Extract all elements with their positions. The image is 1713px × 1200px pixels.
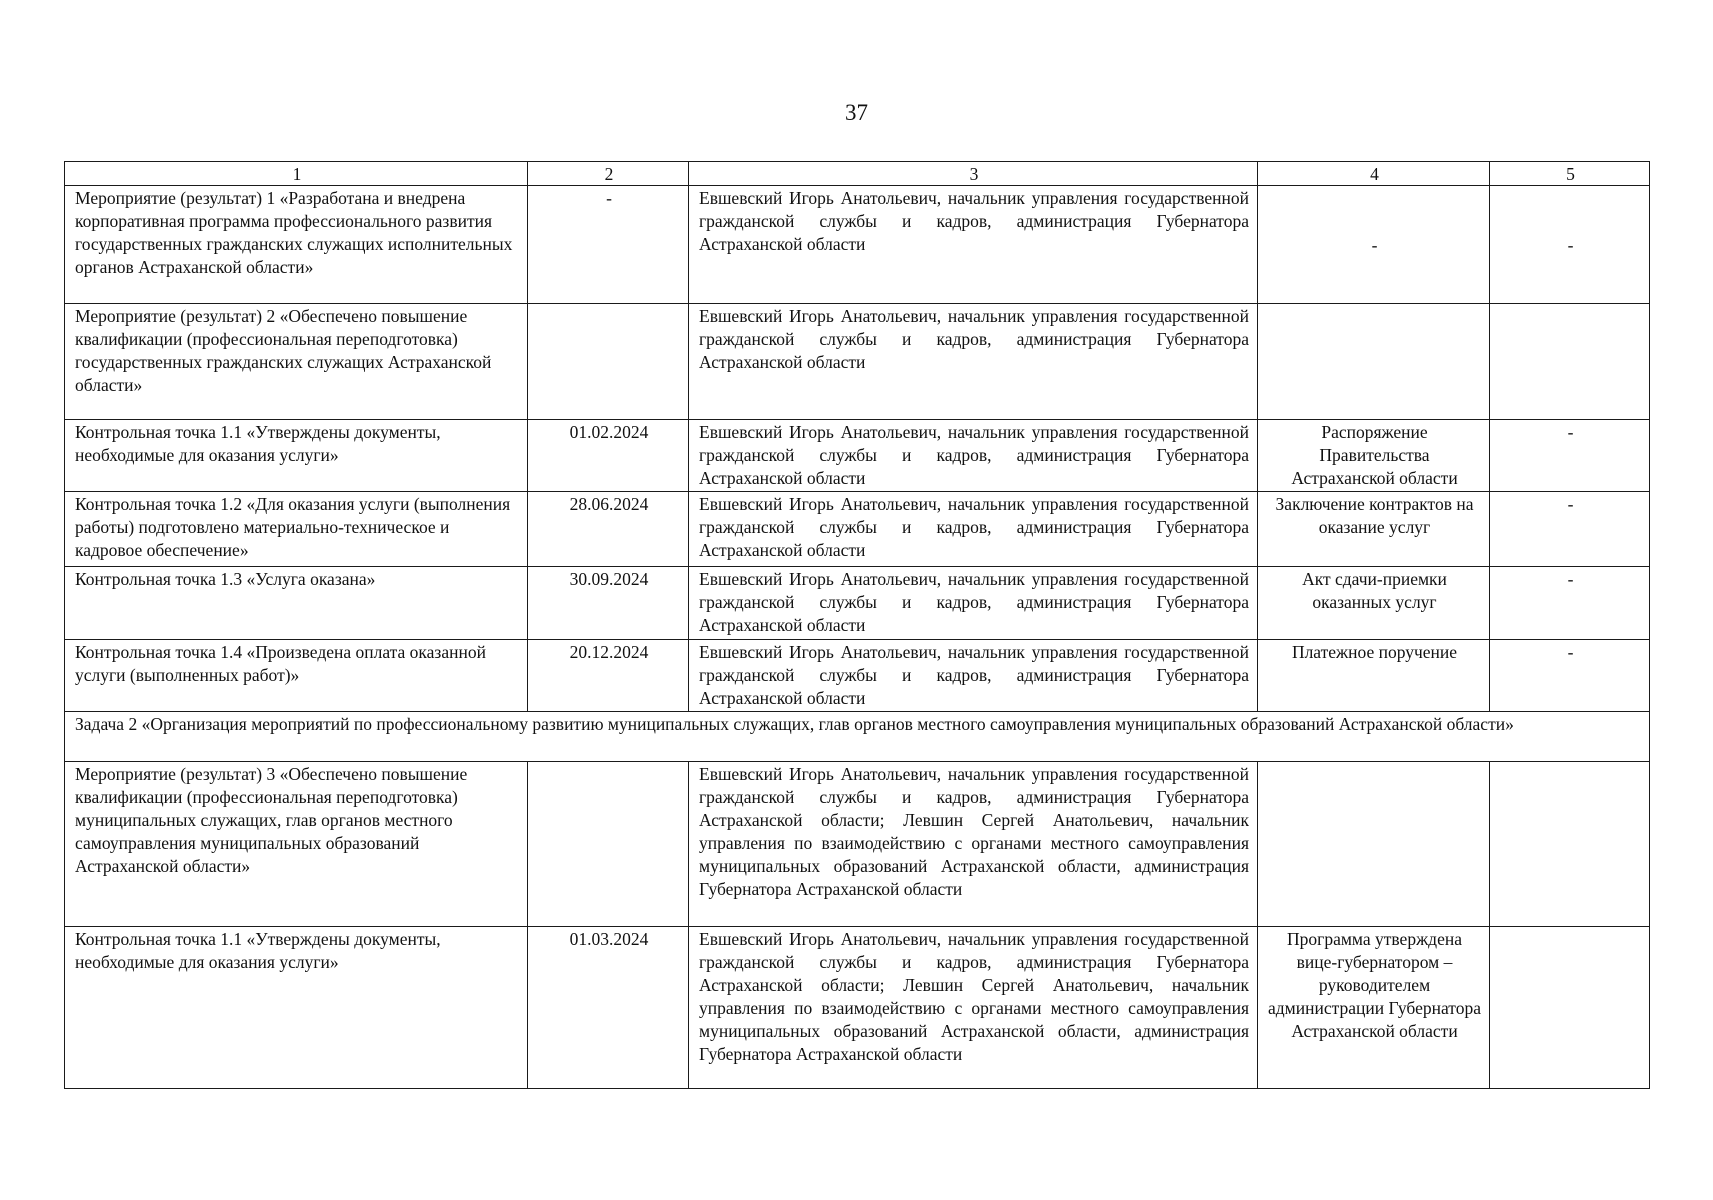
responsible-cell: Евшевский Игорь Анатольевич, начальник управления государственной гражданской службы и кадров, администрация Губернатора Астраханской области — [689, 567, 1258, 640]
note-cell: - — [1490, 420, 1650, 492]
note-cell: - — [1490, 186, 1650, 304]
note-cell — [1490, 762, 1650, 927]
column-header: 4 — [1258, 162, 1490, 186]
column-header: 5 — [1490, 162, 1650, 186]
document-cell — [1258, 304, 1490, 420]
responsible-cell: Евшевский Игорь Анатольевич, начальник управления государственной гражданской службы и кадров, администрация Губернатора Астраханской области; Левшин Сергей Анатольевич, начальник управления по взаимодействию с органами местного самоуправления муниципальных образований Астраханской области, администрация Губернатора Астраханской области — [689, 762, 1258, 927]
event-name-cell: Контрольная точка 1.1 «Утверждены документы, необходимые для оказания услуги» — [65, 927, 528, 1089]
table-row — [65, 927, 1650, 1089]
plan-table — [64, 161, 1650, 1089]
event-name-cell: Мероприятие (результат) 2 «Обеспечено повышение квалификации (профессиональная переподготовка) государственных гражданских служащих Астраханской области» — [65, 304, 528, 420]
responsible-cell: Евшевский Игорь Анатольевич, начальник управления государственной гражданской службы и кадров, администрация Губернатора Астраханской области — [689, 186, 1258, 304]
date-cell: 30.09.2024 — [528, 567, 689, 640]
table-row — [65, 186, 1650, 304]
table-row — [65, 420, 1650, 492]
document-cell: Заключение контрактов на оказание услуг — [1258, 492, 1490, 567]
table-row — [65, 304, 1650, 420]
column-header: 2 — [528, 162, 689, 186]
responsible-cell: Евшевский Игорь Анатольевич, начальник управления государственной гражданской службы и кадров, администрация Губернатора Астраханской области — [689, 420, 1258, 492]
event-name-cell: Контрольная точка 1.1 «Утверждены документы, необходимые для оказания услуги» — [65, 420, 528, 492]
date-cell: 28.06.2024 — [528, 492, 689, 567]
page-number: 37 — [845, 100, 868, 125]
document-cell: - — [1258, 186, 1490, 304]
note-cell: - — [1490, 492, 1650, 567]
date-cell — [528, 762, 689, 927]
date-cell: 01.02.2024 — [528, 420, 689, 492]
event-name-cell: Мероприятие (результат) 3 «Обеспечено повышение квалификации (профессиональная переподготовка) муниципальных служащих, глав органов местного самоуправления муниципальных образований Астраханской области» — [65, 762, 528, 927]
date-cell — [528, 304, 689, 420]
table-row — [65, 567, 1650, 640]
responsible-cell: Евшевский Игорь Анатольевич, начальник управления государственной гражданской службы и кадров, администрация Губернатора Астраханской области — [689, 492, 1258, 567]
document-cell: Платежное поручение — [1258, 640, 1490, 712]
table-header-row — [65, 162, 1650, 186]
event-name-cell: Мероприятие (результат) 1 «Разработана и внедрена корпоративная программа профессионального развития государственных гражданских служащих исполнительных органов Астраханской области» — [65, 186, 528, 304]
event-name-cell: Контрольная точка 1.3 «Услуга оказана» — [65, 567, 528, 640]
note-cell: - — [1490, 567, 1650, 640]
column-header: 1 — [65, 162, 528, 186]
table-row — [65, 492, 1650, 567]
task-heading: Задача 2 «Организация мероприятий по профессиональному развитию муниципальных служащих, глав органов местного самоуправления муниципальных образований Астраханской области» — [65, 712, 1650, 762]
responsible-cell: Евшевский Игорь Анатольевич, начальник управления государственной гражданской службы и кадров, администрация Губернатора Астраханской области — [689, 304, 1258, 420]
responsible-cell: Евшевский Игорь Анатольевич, начальник управления государственной гражданской службы и кадров, администрация Губернатора Астраханской области — [689, 640, 1258, 712]
event-name-cell: Контрольная точка 1.4 «Произведена оплата оказанной услуги (выполненных работ)» — [65, 640, 528, 712]
date-cell: - — [528, 186, 689, 304]
task-row — [65, 712, 1650, 762]
event-name-cell: Контрольная точка 1.2 «Для оказания услуги (выполнения работы) подготовлено материально-техническое и кадровое обеспечение» — [65, 492, 528, 567]
document-cell — [1258, 762, 1490, 927]
column-header: 3 — [689, 162, 1258, 186]
note-cell — [1490, 304, 1650, 420]
date-cell: 20.12.2024 — [528, 640, 689, 712]
document-cell: Программа утверждена вице-губернатором – руководителем администрации Губернатора Астраханской области — [1258, 927, 1490, 1089]
note-cell — [1490, 927, 1650, 1089]
document-cell: Акт сдачи-приемки оказанных услуг — [1258, 567, 1490, 640]
note-cell: - — [1490, 640, 1650, 712]
document-cell: Распоряжение Правительства Астраханской области — [1258, 420, 1490, 492]
table-row — [65, 640, 1650, 712]
date-cell: 01.03.2024 — [528, 927, 689, 1089]
table-row — [65, 762, 1650, 927]
responsible-cell: Евшевский Игорь Анатольевич, начальник управления государственной гражданской службы и кадров, администрация Губернатора Астраханской области; Левшин Сергей Анатольевич, начальник управления по взаимодействию с органами местного самоуправления муниципальных образований Астраханской области, администрация Губернатора Астраханской области — [689, 927, 1258, 1089]
